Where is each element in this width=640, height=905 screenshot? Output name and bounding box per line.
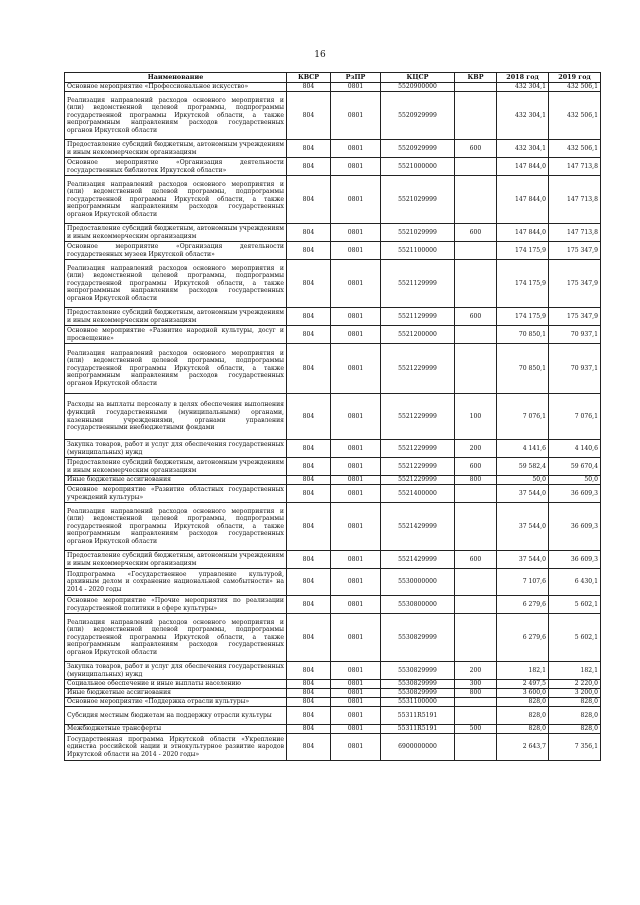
cell-name: Основное мероприятие «Поддержка отрасли культуры» xyxy=(65,698,287,707)
cell-2018: 174 175,9 xyxy=(497,308,549,326)
cell-kvsr: 804 xyxy=(287,662,331,680)
cell-kcsr: 5521100000 xyxy=(381,242,455,260)
cell-2019: 50,0 xyxy=(549,476,601,485)
cell-kvsr: 804 xyxy=(287,689,331,698)
cell-kvsr: 804 xyxy=(287,698,331,707)
cell-kcsr: 5520900000 xyxy=(381,83,455,92)
cell-2018: 174 175,9 xyxy=(497,260,549,308)
cell-kcsr: 6900000000 xyxy=(381,734,455,761)
cell-rzpr: 0801 xyxy=(331,680,381,689)
cell-kvsr: 804 xyxy=(287,458,331,476)
cell-kcsr: 55311R5191 xyxy=(381,707,455,725)
cell-2018: 7 076,1 xyxy=(497,394,549,440)
table-row xyxy=(65,326,601,344)
cell-kvr: 200 xyxy=(455,440,497,458)
cell-2019: 59 670,4 xyxy=(549,458,601,476)
cell-kcsr: 55311R5191 xyxy=(381,725,455,734)
cell-kvsr: 804 xyxy=(287,344,331,394)
cell-kvsr: 804 xyxy=(287,326,331,344)
cell-2018: 50,0 xyxy=(497,476,549,485)
cell-kvr: 600 xyxy=(455,308,497,326)
cell-kvr: 300 xyxy=(455,680,497,689)
cell-kvsr: 804 xyxy=(287,680,331,689)
cell-rzpr: 0801 xyxy=(331,689,381,698)
table-row xyxy=(65,458,601,476)
cell-kvsr: 804 xyxy=(287,83,331,92)
cell-kvsr: 804 xyxy=(287,569,331,596)
cell-name: Государственная программа Иркутской области «Укрепление единства российской нации и этнокультурное развитие народов Иркутской области на 2014 - 2020 годы» xyxy=(65,734,287,761)
table-row xyxy=(65,242,601,260)
cell-2019: 36 609,3 xyxy=(549,485,601,503)
table-row xyxy=(65,680,601,689)
cell-kvr: 500 xyxy=(455,725,497,734)
header-2018: 2018 год xyxy=(497,73,549,83)
cell-rzpr: 0801 xyxy=(331,308,381,326)
cell-kcsr: 5521200000 xyxy=(381,326,455,344)
cell-name: Основное мероприятие «Организация деятельности государственных музеев Иркутской области» xyxy=(65,242,287,260)
cell-name: Предоставление субсидий бюджетным, автономным учреждениям и иным некоммерческим организациям xyxy=(65,458,287,476)
cell-2019: 147 713,8 xyxy=(549,224,601,242)
cell-2019: 828,0 xyxy=(549,725,601,734)
cell-2019: 175 347,9 xyxy=(549,242,601,260)
cell-kvsr: 804 xyxy=(287,394,331,440)
cell-rzpr: 0801 xyxy=(331,725,381,734)
cell-kcsr: 5520929999 xyxy=(381,140,455,158)
cell-kvsr: 804 xyxy=(287,734,331,761)
cell-2018: 70 850,1 xyxy=(497,344,549,394)
cell-kvsr: 804 xyxy=(287,503,331,551)
cell-name: Основное мероприятие «Профессиональное искусство» xyxy=(65,83,287,92)
header-2019: 2019 год xyxy=(549,73,601,83)
table-row xyxy=(65,614,601,662)
cell-2019: 175 347,9 xyxy=(549,260,601,308)
table-row xyxy=(65,176,601,224)
cell-name: Закупка товаров, работ и услуг для обеспечения государственных (муниципальных) нужд xyxy=(65,662,287,680)
cell-kvsr: 804 xyxy=(287,707,331,725)
table-row xyxy=(65,503,601,551)
cell-name: Субсидия местным бюджетам на поддержку отрасли культуры xyxy=(65,707,287,725)
cell-kvr xyxy=(455,734,497,761)
cell-name: Основное мероприятие «Организация деятельности государственных библиотек Иркутской области» xyxy=(65,158,287,176)
header-kvsr: КВСР xyxy=(287,73,331,83)
cell-name: Реализация направлений расходов основного мероприятия и (или) ведомственной целевой программы, подпрограммы государственной программы Иркутской области, а также непрограммным направлениям расходов государственных органов Иркутской области xyxy=(65,92,287,140)
cell-kvr xyxy=(455,260,497,308)
cell-rzpr: 0801 xyxy=(331,242,381,260)
cell-kvsr: 804 xyxy=(287,596,331,614)
cell-2019: 36 609,3 xyxy=(549,503,601,551)
cell-rzpr: 0801 xyxy=(331,176,381,224)
cell-kvsr: 804 xyxy=(287,485,331,503)
budget-table xyxy=(64,72,601,761)
cell-2019: 36 609,3 xyxy=(549,551,601,569)
table-row xyxy=(65,689,601,698)
cell-2019: 7 076,1 xyxy=(549,394,601,440)
cell-2018: 3 600,0 xyxy=(497,689,549,698)
cell-kcsr: 5521229999 xyxy=(381,458,455,476)
cell-name: Основное мероприятие «Развитие народной культуры, досуг и просвещение» xyxy=(65,326,287,344)
cell-rzpr: 0801 xyxy=(331,83,381,92)
cell-kvr xyxy=(455,242,497,260)
cell-kcsr: 5521229999 xyxy=(381,440,455,458)
table-row xyxy=(65,485,601,503)
cell-2018: 432 304,1 xyxy=(497,92,549,140)
cell-rzpr: 0801 xyxy=(331,476,381,485)
cell-rzpr: 0801 xyxy=(331,224,381,242)
cell-2019: 5 602,1 xyxy=(549,614,601,662)
cell-kvsr: 804 xyxy=(287,242,331,260)
cell-2019: 70 937,1 xyxy=(549,326,601,344)
table-row xyxy=(65,140,601,158)
cell-2018: 37 544,0 xyxy=(497,485,549,503)
cell-kvsr: 804 xyxy=(287,725,331,734)
cell-kvsr: 804 xyxy=(287,614,331,662)
cell-name: Иные бюджетные ассигнования xyxy=(65,689,287,698)
cell-kvr: 600 xyxy=(455,224,497,242)
cell-rzpr: 0801 xyxy=(331,662,381,680)
cell-rzpr: 0801 xyxy=(331,707,381,725)
table-row xyxy=(65,569,601,596)
cell-kvr xyxy=(455,569,497,596)
table-row xyxy=(65,440,601,458)
cell-kvsr: 804 xyxy=(287,476,331,485)
cell-2018: 828,0 xyxy=(497,698,549,707)
cell-kvr: 800 xyxy=(455,476,497,485)
cell-kvr: 600 xyxy=(455,458,497,476)
cell-kvr xyxy=(455,503,497,551)
cell-rzpr: 0801 xyxy=(331,394,381,440)
cell-kcsr: 5530829999 xyxy=(381,689,455,698)
cell-kvr xyxy=(455,485,497,503)
cell-name: Реализация направлений расходов основного мероприятия и (или) ведомственной целевой программы, подпрограммы государственной программы Иркутской области, а также непрограммным направлениям расходов государственных органов Иркутской области xyxy=(65,344,287,394)
cell-2019: 6 430,1 xyxy=(549,569,601,596)
cell-rzpr: 0801 xyxy=(331,551,381,569)
cell-2018: 174 175,9 xyxy=(497,242,549,260)
cell-2018: 37 544,0 xyxy=(497,503,549,551)
cell-2018: 59 582,4 xyxy=(497,458,549,476)
table-row xyxy=(65,344,601,394)
cell-2018: 432 304,1 xyxy=(497,83,549,92)
cell-2019: 5 602,1 xyxy=(549,596,601,614)
cell-kvsr: 804 xyxy=(287,92,331,140)
cell-name: Закупка товаров, работ и услуг для обеспечения государственных (муниципальных) нужд xyxy=(65,440,287,458)
cell-name: Реализация направлений расходов основного мероприятия и (или) ведомственной целевой программы, подпрограммы государственной программы Иркутской области, а также непрограммным направлениям расходов государственных органов Иркутской области xyxy=(65,260,287,308)
cell-name: Иные бюджетные ассигнования xyxy=(65,476,287,485)
table-row xyxy=(65,734,601,761)
cell-kcsr: 5520929999 xyxy=(381,92,455,140)
cell-kcsr: 5521129999 xyxy=(381,308,455,326)
cell-2019: 147 713,8 xyxy=(549,176,601,224)
cell-kcsr: 5521400000 xyxy=(381,485,455,503)
cell-name: Межбюджетные трансферты xyxy=(65,725,287,734)
cell-2019: 2 220,0 xyxy=(549,680,601,689)
cell-2019: 432 506,1 xyxy=(549,83,601,92)
table-row xyxy=(65,596,601,614)
cell-name: Основное мероприятие «Прочие мероприятия по реализации государственной политики в сфере культуры» xyxy=(65,596,287,614)
cell-2018: 182,1 xyxy=(497,662,549,680)
cell-2019: 432 506,1 xyxy=(549,92,601,140)
cell-rzpr: 0801 xyxy=(331,440,381,458)
cell-kvr xyxy=(455,698,497,707)
cell-kcsr: 5521429999 xyxy=(381,551,455,569)
cell-kvr: 100 xyxy=(455,394,497,440)
cell-kcsr: 5521229999 xyxy=(381,476,455,485)
cell-kcsr: 5521029999 xyxy=(381,176,455,224)
cell-2018: 828,0 xyxy=(497,707,549,725)
cell-rzpr: 0801 xyxy=(331,140,381,158)
cell-rzpr: 0801 xyxy=(331,734,381,761)
cell-kvsr: 804 xyxy=(287,140,331,158)
cell-kvsr: 804 xyxy=(287,176,331,224)
cell-2019: 182,1 xyxy=(549,662,601,680)
cell-kcsr: 5521000000 xyxy=(381,158,455,176)
cell-kcsr: 5530829999 xyxy=(381,662,455,680)
cell-kvr: 600 xyxy=(455,551,497,569)
cell-2018: 7 107,6 xyxy=(497,569,549,596)
cell-kvsr: 804 xyxy=(287,440,331,458)
cell-2018: 2 643,7 xyxy=(497,734,549,761)
cell-rzpr: 0801 xyxy=(331,458,381,476)
cell-2018: 6 279,6 xyxy=(497,596,549,614)
header-name: Наименование xyxy=(65,73,287,83)
cell-rzpr: 0801 xyxy=(331,485,381,503)
cell-2019: 175 347,9 xyxy=(549,308,601,326)
cell-name: Реализация направлений расходов основного мероприятия и (или) ведомственной целевой программы, подпрограммы государственной программы Иркутской области, а также непрограммным направлениям расходов государственных органов Иркутской области xyxy=(65,503,287,551)
cell-2018: 147 844,0 xyxy=(497,224,549,242)
cell-rzpr: 0801 xyxy=(331,596,381,614)
cell-name: Предоставление субсидий бюджетным, автономным учреждениям и иным некоммерческим организациям xyxy=(65,551,287,569)
table-row xyxy=(65,308,601,326)
cell-rzpr: 0801 xyxy=(331,698,381,707)
cell-name: Реализация направлений расходов основного мероприятия и (или) ведомственной целевой программы, подпрограммы государственной программы Иркутской области, а также непрограммным направлениям расходов государственных органов Иркутской области xyxy=(65,614,287,662)
cell-2019: 432 506,1 xyxy=(549,140,601,158)
cell-kvsr: 804 xyxy=(287,158,331,176)
cell-2018: 828,0 xyxy=(497,725,549,734)
cell-name: Предоставление субсидий бюджетным, автономным учреждениям и иным некоммерческим организациям xyxy=(65,224,287,242)
cell-2018: 70 850,1 xyxy=(497,326,549,344)
cell-rzpr: 0801 xyxy=(331,260,381,308)
header-rzpr: РзПР xyxy=(331,73,381,83)
table-row xyxy=(65,707,601,725)
cell-2018: 432 304,1 xyxy=(497,140,549,158)
cell-kvr xyxy=(455,344,497,394)
cell-2019: 7 356,1 xyxy=(549,734,601,761)
cell-name: Подпрограмма «Государственное управление культурой, архивным делом и сохранение национальной самобытности» на 2014 - 2020 годы xyxy=(65,569,287,596)
header-kcsr: КЦСР xyxy=(381,73,455,83)
table-row xyxy=(65,698,601,707)
cell-rzpr: 0801 xyxy=(331,503,381,551)
cell-kcsr: 5521029999 xyxy=(381,224,455,242)
cell-2019: 828,0 xyxy=(549,698,601,707)
cell-2019: 70 937,1 xyxy=(549,344,601,394)
table-row xyxy=(65,224,601,242)
cell-kvr xyxy=(455,614,497,662)
table-header-row xyxy=(65,73,601,83)
cell-rzpr: 0801 xyxy=(331,614,381,662)
cell-name: Предоставление субсидий бюджетным, автономным учреждениям и иным некоммерческим организациям xyxy=(65,308,287,326)
table-row xyxy=(65,83,601,92)
page-number: 16 xyxy=(314,50,326,60)
cell-kcsr: 5521429999 xyxy=(381,503,455,551)
cell-kvr xyxy=(455,596,497,614)
cell-2019: 4 140,6 xyxy=(549,440,601,458)
cell-kcsr: 5521229999 xyxy=(381,344,455,394)
cell-kcsr: 5521229999 xyxy=(381,394,455,440)
cell-kcsr: 5521129999 xyxy=(381,260,455,308)
cell-2018: 6 279,6 xyxy=(497,614,549,662)
table-row xyxy=(65,394,601,440)
table-row xyxy=(65,551,601,569)
table-row xyxy=(65,260,601,308)
cell-2018: 147 844,0 xyxy=(497,158,549,176)
cell-kvsr: 804 xyxy=(287,308,331,326)
cell-kcsr: 5530000000 xyxy=(381,569,455,596)
cell-kvsr: 804 xyxy=(287,551,331,569)
cell-kvr xyxy=(455,92,497,140)
cell-rzpr: 0801 xyxy=(331,158,381,176)
cell-kvr: 200 xyxy=(455,662,497,680)
cell-kcsr: 5531100000 xyxy=(381,698,455,707)
cell-kvr xyxy=(455,707,497,725)
cell-kvr xyxy=(455,326,497,344)
cell-2018: 2 497,5 xyxy=(497,680,549,689)
cell-2019: 3 200,0 xyxy=(549,689,601,698)
table-row xyxy=(65,662,601,680)
cell-kcsr: 5530829999 xyxy=(381,614,455,662)
cell-rzpr: 0801 xyxy=(331,344,381,394)
table-row xyxy=(65,725,601,734)
cell-kvr xyxy=(455,83,497,92)
cell-2018: 37 544,0 xyxy=(497,551,549,569)
table-row xyxy=(65,158,601,176)
cell-2018: 4 141,6 xyxy=(497,440,549,458)
cell-kvr xyxy=(455,158,497,176)
cell-name: Социальное обеспечение и иные выплаты населению xyxy=(65,680,287,689)
cell-2019: 147 713,8 xyxy=(549,158,601,176)
cell-rzpr: 0801 xyxy=(331,326,381,344)
cell-kvsr: 804 xyxy=(287,224,331,242)
cell-kvr: 800 xyxy=(455,689,497,698)
cell-kvr xyxy=(455,176,497,224)
cell-rzpr: 0801 xyxy=(331,92,381,140)
cell-name: Реализация направлений расходов основного мероприятия и (или) ведомственной целевой программы, подпрограммы государственной программы Иркутской области, а также непрограммным направлениям расходов государственных органов Иркутской области xyxy=(65,176,287,224)
header-kvr: КВР xyxy=(455,73,497,83)
table-row xyxy=(65,476,601,485)
table-row xyxy=(65,92,601,140)
cell-kvsr: 804 xyxy=(287,260,331,308)
cell-2019: 828,0 xyxy=(549,707,601,725)
cell-2018: 147 844,0 xyxy=(497,176,549,224)
cell-rzpr: 0801 xyxy=(331,569,381,596)
cell-kcsr: 5530800000 xyxy=(381,596,455,614)
cell-name: Расходы на выплаты персоналу в целях обеспечения выполнения функций государственными (муниципальными) органами, казенными учреждениями, органами управления государственными внебюджетными фондами xyxy=(65,394,287,440)
cell-kvr: 600 xyxy=(455,140,497,158)
cell-name: Основное мероприятие «Развитие областных государственных учреждений культуры» xyxy=(65,485,287,503)
cell-name: Предоставление субсидий бюджетным, автономным учреждениям и иным некоммерческим организациям xyxy=(65,140,287,158)
cell-kcsr: 5530829999 xyxy=(381,680,455,689)
